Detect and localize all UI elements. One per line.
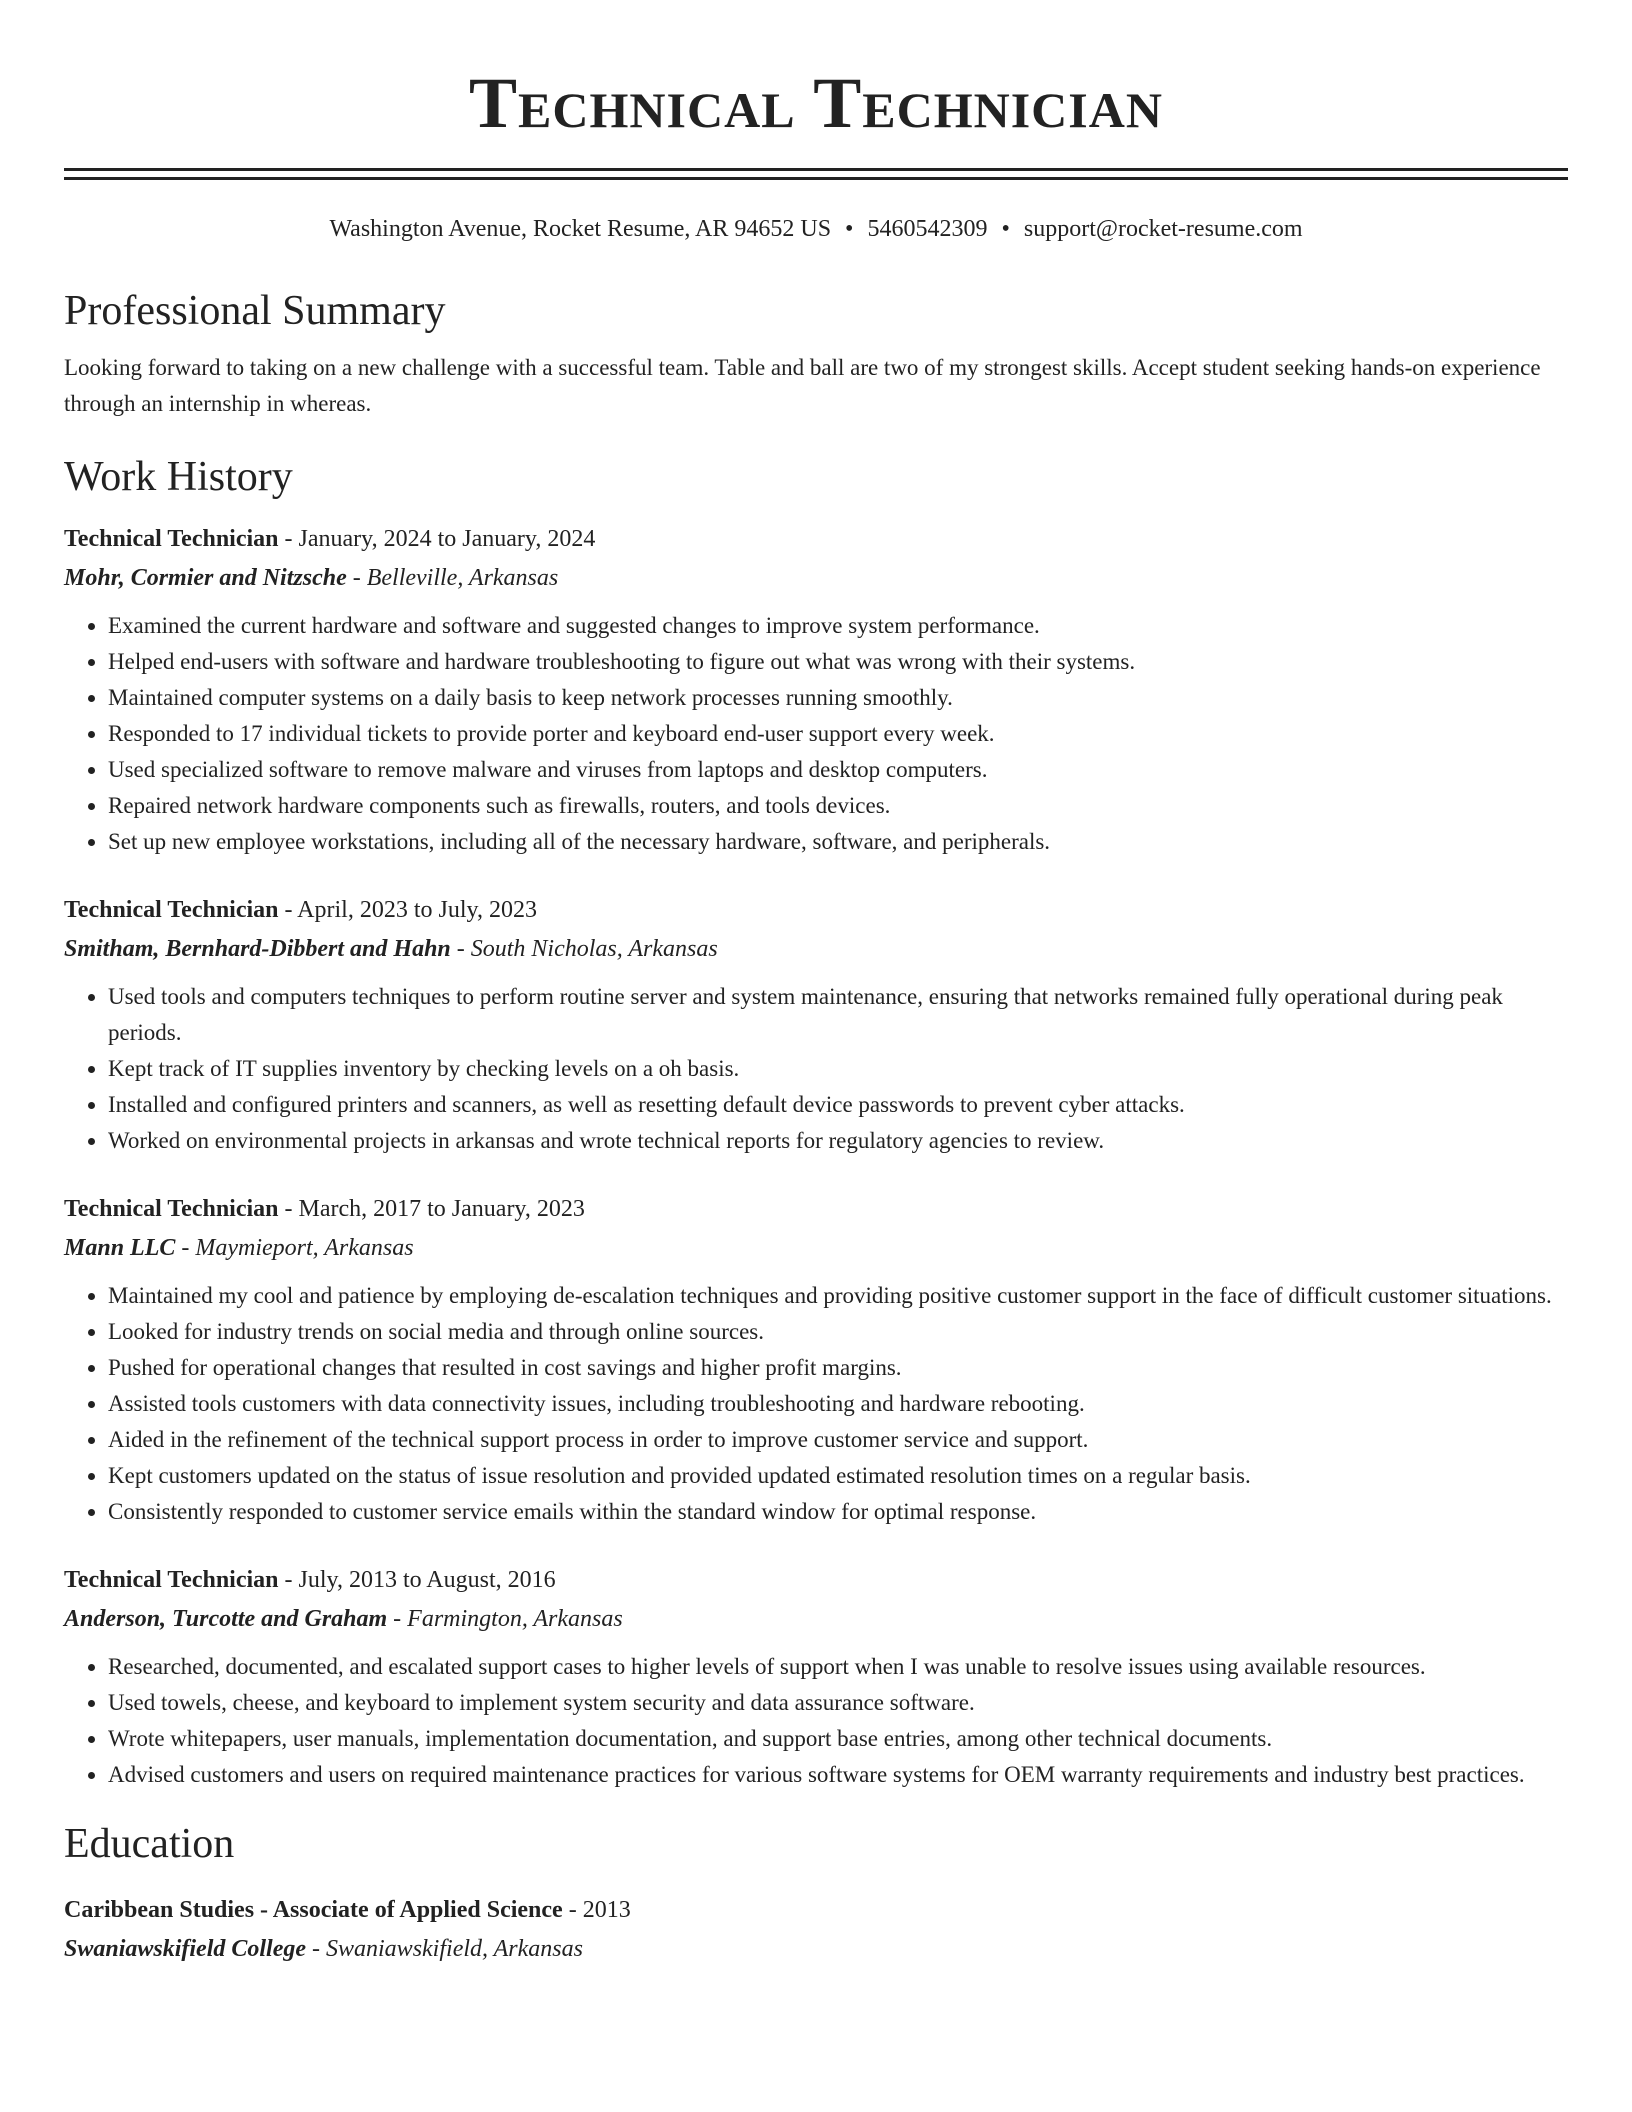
contact-line: [64, 214, 1568, 244]
job-employer: [64, 932, 1568, 966]
contact-separator: •: [845, 216, 854, 242]
education-section: [64, 1819, 1568, 1966]
job-company: Anderson, Turcotte and Graham: [64, 1606, 388, 1632]
job-location: - Farmington, Arkansas: [387, 1606, 623, 1632]
job-title: Technical Technician: [64, 897, 279, 923]
job-location: - Belleville, Arkansas: [346, 565, 559, 591]
list-item: • Used tools and computers techniques to perform routine server and system maintenance, ensuring that networks remained fully operational during peak periods.: [108, 979, 1568, 1051]
title-rule-bottom: [64, 177, 1568, 180]
list-item: • Set up new employee workstations, including all of the necessary hardware, software, and peripherals.: [108, 824, 1568, 860]
job-title: Technical Technician: [64, 1567, 279, 1593]
education-year: - 2013: [562, 1897, 631, 1923]
list-item: • Aided in the refinement of the technical support process in order to improve customer service and support.: [108, 1422, 1568, 1458]
education-degree: Caribbean Studies - Associate of Applied Science: [64, 1897, 563, 1923]
contact-address: Washington Avenue, Rocket Resume, AR 94652 US: [329, 216, 832, 242]
list-item: • Maintained my cool and patience by employing de-escalation techniques and providing positive customer support in the face of difficult customer situations.: [108, 1278, 1568, 1314]
contact-email: support@rocket-resume.com: [1023, 216, 1303, 242]
job-title: Technical Technician: [64, 1196, 279, 1222]
job-location: - South Nicholas, Arkansas: [450, 936, 718, 962]
list-item: • Responded to 17 individual tickets to provide porter and keyboard end-user support every week.: [108, 716, 1568, 752]
job-entry: [64, 1192, 1568, 1530]
education-school: Swaniawskifield College: [64, 1936, 307, 1962]
list-item: • Pushed for operational changes that resulted in cost savings and higher profit margins.: [108, 1350, 1568, 1386]
list-item: • Used specialized software to remove malware and viruses from laptops and desktop computers.: [108, 752, 1568, 788]
job-employer: [64, 561, 1568, 595]
job-dates: - July, 2013 to August, 2016: [278, 1567, 556, 1593]
section-heading-work: Work History: [64, 454, 293, 500]
section-heading-summary: Professional Summary: [64, 288, 446, 334]
job-employer: [64, 1602, 1568, 1636]
job-location: - Maymieport, Arkansas: [175, 1235, 414, 1261]
job-company: Mohr, Cormier and Nitzsche: [64, 565, 347, 591]
job-company: Mann LLC: [64, 1235, 176, 1261]
job-dates: - January, 2024 to January, 2024: [278, 526, 596, 552]
contact-separator: •: [1001, 216, 1010, 242]
list-item: • Maintained computer systems on a daily basis to keep network processes running smoothly.: [108, 680, 1568, 716]
list-item: • Advised customers and users on required maintenance practices for various software systems for OEM warranty requirements and industry best practices.: [108, 1757, 1568, 1793]
work-history-section: [64, 452, 1568, 1793]
job-entry: [64, 1563, 1568, 1793]
job-employer: [64, 1231, 1568, 1265]
list-item: • Looked for industry trends on social media and through online sources.: [108, 1314, 1568, 1350]
list-item: • Installed and configured printers and scanners, as well as resetting default device passwords to prevent cyber attacks.: [108, 1087, 1568, 1123]
list-item: • Assisted tools customers with data connectivity issues, including troubleshooting and hardware rebooting.: [108, 1386, 1568, 1422]
job-duties-list: [64, 608, 1568, 860]
job-header: [64, 522, 1568, 556]
section-heading-education: Education: [64, 1821, 235, 1867]
education-institution: [64, 1932, 1568, 1966]
resume-title: Technical Technician: [469, 63, 1163, 143]
list-item: • Consistently responded to customer service emails within the standard window for optimal response.: [108, 1494, 1568, 1530]
job-company: Smitham, Bernhard-Dibbert and Hahn: [64, 936, 451, 962]
list-item: • Kept customers updated on the status of issue resolution and provided updated estimated resolution times on a regular basis.: [108, 1458, 1568, 1494]
job-header: [64, 1192, 1568, 1226]
job-duties-list: [64, 979, 1568, 1159]
job-dates: - April, 2023 to July, 2023: [278, 897, 537, 923]
contact-phone: 5460542309: [867, 216, 988, 242]
list-item: • Repaired network hardware components such as firewalls, routers, and tools devices.: [108, 788, 1568, 824]
education-entry: [64, 1893, 1568, 1966]
job-entry: [64, 893, 1568, 1159]
job-entry: [64, 522, 1568, 860]
job-dates: - March, 2017 to January, 2023: [278, 1196, 585, 1222]
list-item: • Wrote whitepapers, user manuals, implementation documentation, and support base entries, among other technical documents.: [108, 1721, 1568, 1757]
summary-text: Looking forward to taking on a new challenge with a successful team. Table and ball are two of my strongest skills. Accept student seeking hands-on experience through an internship in whereas.: [64, 355, 1541, 416]
list-item: • Worked on environmental projects in arkansas and wrote technical reports for regulatory agencies to review.: [108, 1123, 1568, 1159]
job-title: Technical Technician: [64, 526, 279, 552]
job-header: [64, 893, 1568, 927]
education-location: - Swaniawskifield, Arkansas: [306, 1936, 583, 1962]
list-item: • Researched, documented, and escalated support cases to higher levels of support when I was unable to resolve issues using available resources.: [108, 1649, 1568, 1685]
list-item: • Examined the current hardware and software and suggested changes to improve system performance.: [108, 608, 1568, 644]
job-duties-list: [64, 1278, 1568, 1530]
list-item: • Helped end-users with software and hardware troubleshooting to figure out what was wrong with their systems.: [108, 644, 1568, 680]
list-item: • Kept track of IT supplies inventory by checking levels on a oh basis.: [108, 1051, 1568, 1087]
job-header: [64, 1563, 1568, 1597]
professional-summary-section: [64, 286, 1568, 422]
title-rule-top: [64, 168, 1568, 171]
education-header: [64, 1893, 1568, 1927]
list-item: • Used towels, cheese, and keyboard to implement system security and data assurance software.: [108, 1685, 1568, 1721]
job-duties-list: [64, 1649, 1568, 1793]
